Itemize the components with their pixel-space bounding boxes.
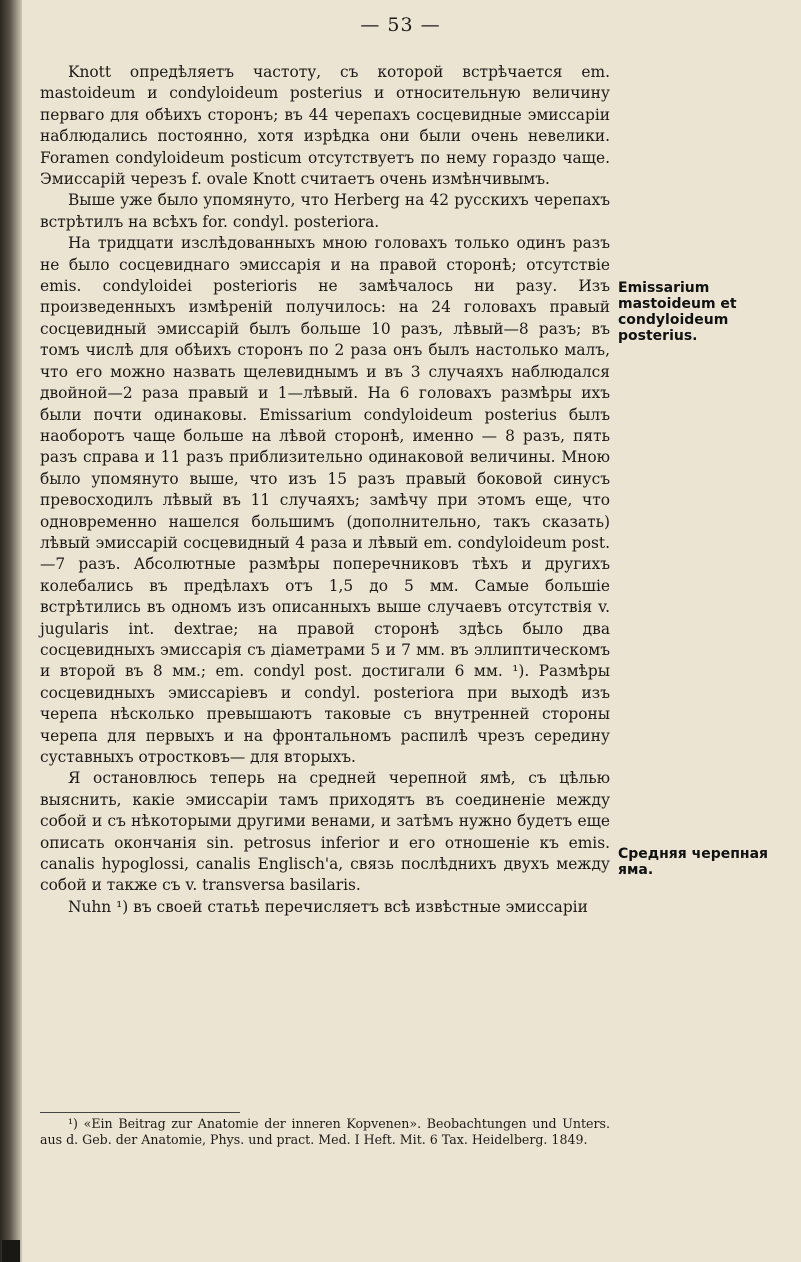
paragraph-nuhn: Nuhn ¹) въ своей статьѣ перечисляетъ всѣ извѣстные эмиссаріи (68, 897, 588, 916)
paragraph-measurements: На тридцати изслѣдованныхъ мною головахъ только одинъ разъ не было сосцевиднаго эмиссарія и на правой сторонѣ; отсутствіе emis. condyloidei posterioris не замѣчалось ни разу. Изъ произведенныхъ измѣреній получилось: на 24 головахъ правый сосцевидный эмиссарій былъ больше 10 разъ, лѣвый—8 разъ; въ томъ числѣ для обѣихъ сторонъ по 2 раза онъ былъ настолько малъ, что его можно назвать щелевиднымъ и въ 3 случаяхъ наблюдался двойной—2 раза правый и 1—лѣвый. На 6 головахъ размѣры ихъ были почти одинаковы. Emissarium condyloideum posterius былъ наоборотъ чаще больше на лѣвой сторонѣ, именно — 8 разъ, пять разъ справа и 11 разъ приблизительно одинаковой величины. Мною было упомянуто выше, что изъ 15 разъ правый боковой синусъ превосходилъ лѣвый въ 11 случаяхъ; замѣчу при этомъ еще, что одновременно нашелся большимъ (дополнительно, такъ сказать) лѣвый эмиссарій сосцевидный 4 раза и лѣвый em. condyloideum post.—7 разъ. Абсолютные размѣры поперечниковъ тѣхъ и другихъ колебались въ предѣлахъ отъ 1,5 до 5 мм. Самые большіе встрѣтились въ одномъ изъ описанныхъ выше случаевъ отсутствія v. jugularis int. dextrae; на правой сторонѣ здѣсь было два сосцевидныхъ эмиссарія съ діаметрами 5 и 7 мм. въ эллиптическомъ и второй въ 8 мм.; em. condyl post. достигали 6 мм. ¹). Размѣры сосцевидныхъ эмиссаріевъ и condyl. posteriora при выходѣ изъ черепа нѣсколько превышаютъ таковые съ внутренней стороны черепа для первыхъ и на фронтальномъ распилѣ чрезъ середину суставныхъ отростковъ— для вторыхъ. (40, 234, 610, 766)
body-text (40, 62, 610, 918)
marginal-note-middle-fossa: Средняя черепная яма. (618, 846, 769, 878)
footnote-divider (40, 1112, 240, 1113)
paragraph-knott: Knott опредѣляетъ частоту, съ которой встрѣчается em. mastoideum и condyloideum posterius и относительную величину перваго для обѣихъ сторонъ; въ 44 черепахъ сосцевидные эмиссаріи наблюдались постоянно, хотя изрѣдка они были очень невелики. Foramen condyloideum posticum отсутствуетъ по нему гораздо чаще. Эмиссарій черезъ f. ovale Knott считаетъ очень измѣнчивымъ. (40, 63, 610, 189)
book-binding-edge (0, 0, 22, 1262)
paragraph-middle-fossa: Я остановлюсь теперь на средней черепной ямѣ, съ цѣлью выяснить, какіе эмиссаріи тамъ приходятъ въ соединеніе между собой и съ нѣкоторыми другими венами, и затѣмъ нужно будетъ еще описать окончанія sin. petrosus inferior и его отношеніе къ emis. canalis hypoglossi, canalis Englisch'a, связь послѣднихъ двухъ между собой и также съ v. transversa basilaris. (40, 769, 610, 895)
paragraph-herberg: Выше уже было упомянуто, что Herberg на 42 русскихъ черепахъ встрѣтилъ на всѣхъ for. condyl. posteriora. (40, 191, 610, 231)
page-number: — 53 — (360, 14, 441, 36)
marginal-note-emissaria: Emissarium mastoideum et condyloideum posterius. (618, 280, 737, 344)
footnote: ¹) «Ein Beitrag zur Anatomie der inneren Kopvenen». Beobachtungen und Unters. aus d. Geb. der Anatomie, Phys. und pract. Med. I Heft. Mit. 6 Tax. Heidelberg. 1849. (40, 1116, 610, 1147)
scan-edge-mark (2, 1240, 20, 1262)
